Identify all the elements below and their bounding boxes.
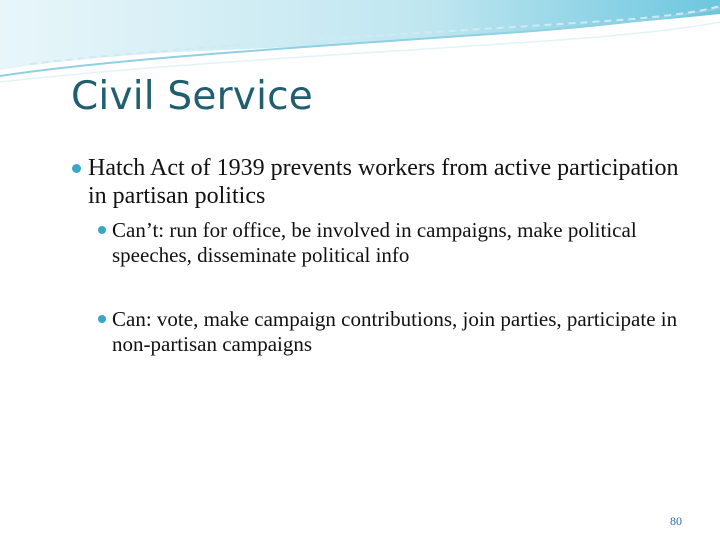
sub-bullet-can: Can: vote, make campaign contributions, join parties, participate in non-partisan campaigns [112, 307, 678, 356]
sub-bullet-icon [98, 315, 106, 323]
page-number: 80 [670, 514, 682, 528]
slide-title: Civil Service [71, 74, 313, 119]
sub-bullet-icon [98, 226, 106, 234]
bullet-icon [72, 164, 81, 173]
sub-bullet-cant: Can’t: run for office, be involved in campaigns, make political speeches, disseminate political info [112, 218, 637, 267]
bullet-item-hatch-act: Hatch Act of 1939 prevents workers from active participation in partisan politics [88, 155, 679, 209]
